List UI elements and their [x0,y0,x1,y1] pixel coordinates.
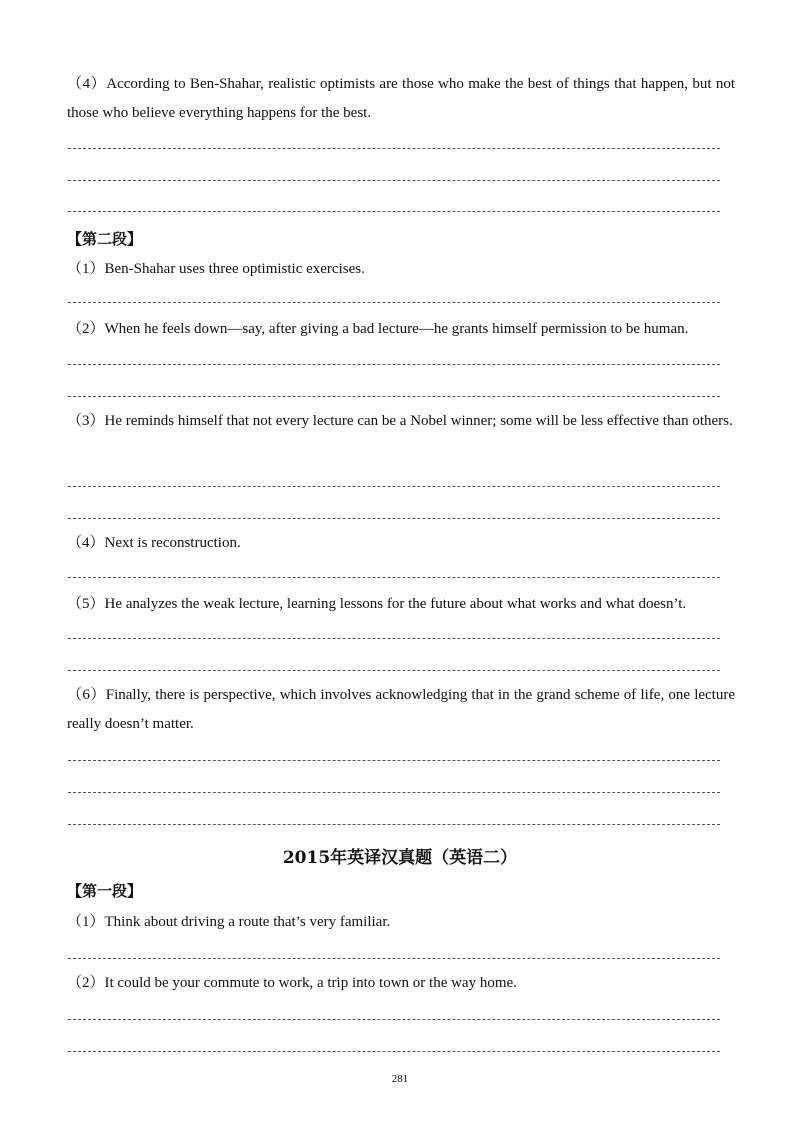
answer-line [68,958,720,959]
answer-line [68,792,720,793]
sentence-p1-4: （4）According to Ben-Shahar, realistic optimists are those who make the best of things that happen, but not those who believe everything happens for the best. [67,76,735,121]
answer-line [68,824,720,825]
answer-line [68,302,720,303]
heading-first-paragraph: 【第一段】 [67,882,143,900]
heading-second-paragraph: 【第二段】 [67,230,143,248]
page-number: 281 [391,1073,409,1085]
answer-line [68,1019,720,1020]
sentence-p3-2: （2）It could be your commute to work, a trip into town or the way home. [67,975,517,991]
sentence-p2-4: （4）Next is reconstruction. [67,535,241,551]
sentence-p2-2: （2）When he feels down—say, after giving a bad lecture—he grants himself permission to be human. [67,321,689,337]
answer-line [68,364,720,365]
section-title: 2015年英译汉真题（英语二） [282,848,518,868]
answer-line [68,638,720,639]
answer-line [68,180,720,181]
sentence-p2-3: （3）He reminds himself that not every lecture can be a Nobel winner; some will be less effective than others. [67,413,733,429]
sentence-p3-1: （1）Think about driving a route that’s very familiar. [67,914,391,930]
answer-line [68,1051,720,1052]
sentence-p2-6: （6）Finally, there is perspective, which involves acknowledging that in the grand scheme of life, one lecture really doesn’t matter. [67,687,735,732]
answer-line [68,577,720,578]
sentence-p2-5: （5）He analyzes the weak lecture, learning lessons for the future about what works and what doesn’t. [67,596,687,612]
sentence-p2-1: （1）Ben-Shahar uses three optimistic exercises. [67,261,365,277]
answer-line [68,670,720,671]
answer-line [68,760,720,761]
answer-line [68,211,720,212]
answer-line [68,148,720,149]
answer-line [68,396,720,397]
answer-line [68,486,720,487]
answer-line [68,518,720,519]
